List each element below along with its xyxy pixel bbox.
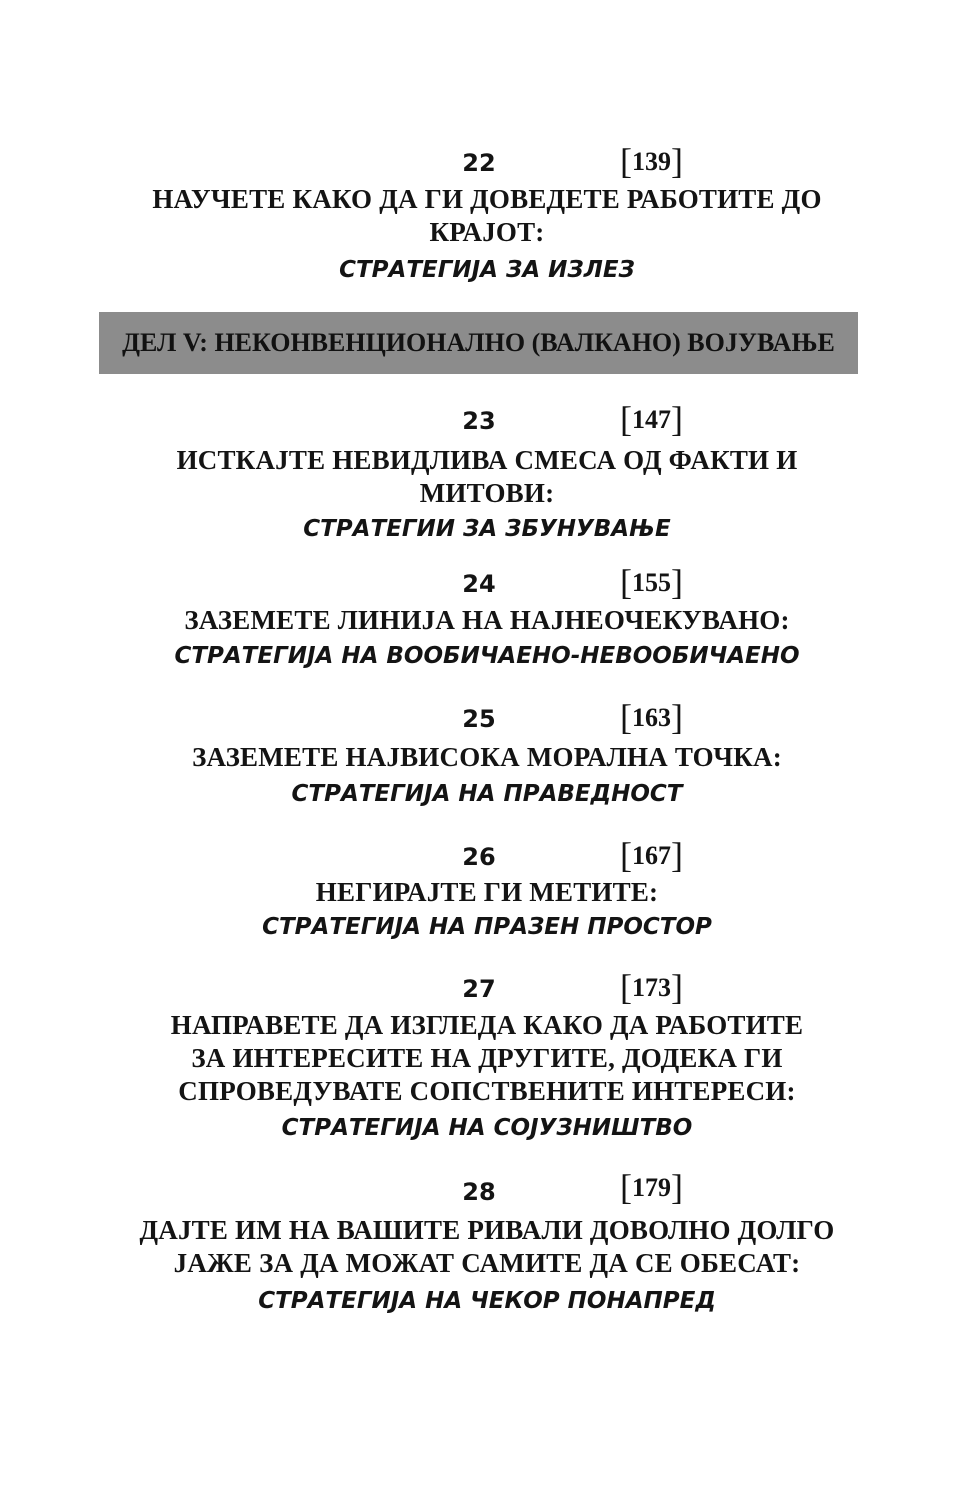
bracket-open: [ [620,697,632,737]
chapter-number: 23 [462,407,496,435]
page-number: 167 [632,841,671,870]
page-reference [620,1167,683,1207]
bracket-open: [ [620,967,632,1007]
chapter-number: 27 [462,975,496,1003]
page-number: 173 [632,973,671,1002]
chapter-title-line: ЈАЖЕ ЗА ДА МОЖАТ САМИТЕ ДА СЕ ОБЕСАТ: [173,1248,801,1278]
part-heading: ДЕЛ V: НЕКОНВЕНЦИОНАЛНО (ВАЛКАНО) ВОЈУВАЊЕ [122,328,835,357]
chapter-title [0,604,974,637]
chapter-title [0,1009,974,1108]
chapter-title-line: НАПРАВЕТЕ ДА ИЗГЛЕДА КАКО ДА РАБОТИТЕ [170,1010,804,1040]
page-number: 163 [632,703,671,732]
bracket-open: [ [620,835,632,875]
bracket-close: ] [671,562,683,602]
chapter-title-line: ИСТКАЈТЕ НЕВИДЛИВА СМЕСА ОД ФАКТИ И [176,445,798,475]
chapter-title-line: ЗА ИНТЕРЕСИТЕ НА ДРУГИТЕ, ДОДЕКА ГИ [191,1043,783,1073]
chapter-title-line: ДАЈТЕ ИМ НА ВАШИТЕ РИВАЛИ ДОВОЛНО ДОЛГО [139,1215,835,1245]
chapter-title-line: ЗАЗЕМЕТЕ ЛИНИЈА НА НАЈНЕОЧЕКУВАНО: [184,605,790,635]
chapter-subtitle: СТРАТЕГИЈА НА ПРАВЕДНОСТ [291,781,683,807]
chapter-title [0,741,974,774]
bracket-open: [ [620,1167,632,1207]
chapter-subtitle: СТРАТЕГИЈА НА СОЈУЗНИШТВО [281,1115,693,1141]
bracket-close: ] [671,967,683,1007]
page-reference [620,697,683,737]
chapter-subtitle: СТРАТЕГИЈА ЗА ИЗЛЕЗ [339,257,635,283]
chapter-title-line: КРАЈОТ: [429,217,545,247]
chapter-number: 28 [462,1178,496,1206]
chapter-title-line: ЗАЗЕМЕТЕ НАЈВИСОКА МОРАЛНА ТОЧКА: [192,742,782,772]
chapter-subtitle: СТРАТЕГИЈА НА ВООБИЧАЕНО-НЕВООБИЧАЕНО [174,643,800,669]
chapter-number: 25 [462,705,496,733]
chapter-subtitle: СТРАТЕГИЈА НА ЧЕКОР ПОНАПРЕД [258,1288,716,1314]
page-reference [620,399,683,439]
bracket-open: [ [620,141,632,181]
page-reference [620,141,683,181]
page-number: 155 [632,568,671,597]
chapter-title-line: НЕГИРАЈТЕ ГИ МЕТИТЕ: [315,877,659,907]
page-reference [620,562,683,602]
chapter-title [0,876,974,909]
chapter-subtitle: СТРАТЕГИИ ЗА ЗБУНУВАЊЕ [303,516,671,542]
chapter-title [0,444,974,510]
page-reference [620,967,683,1007]
bracket-open: [ [620,562,632,602]
bracket-open: [ [620,399,632,439]
chapter-title-line: МИТОВИ: [419,478,555,508]
chapter-number: 22 [462,149,496,177]
chapter-number: 24 [462,570,496,598]
chapter-title-line: НАУЧЕТЕ КАКО ДА ГИ ДОВЕДЕТЕ РАБОТИТЕ ДО [152,184,822,214]
part-heading-banner [99,312,858,374]
bracket-close: ] [671,697,683,737]
chapter-title-line: СПРОВЕДУВАТЕ СОПСТВЕНИТЕ ИНТЕРЕСИ: [178,1076,796,1106]
bracket-close: ] [671,141,683,181]
page-number: 147 [632,405,671,434]
chapter-number: 26 [462,843,496,871]
bracket-close: ] [671,835,683,875]
bracket-close: ] [671,1167,683,1207]
chapter-title [0,1214,974,1280]
page-number: 179 [632,1173,671,1202]
chapter-subtitle: СТРАТЕГИЈА НА ПРАЗЕН ПРОСТОР [262,914,712,940]
page-reference [620,835,683,875]
chapter-title [0,183,974,249]
bracket-close: ] [671,399,683,439]
page-number: 139 [632,147,671,176]
